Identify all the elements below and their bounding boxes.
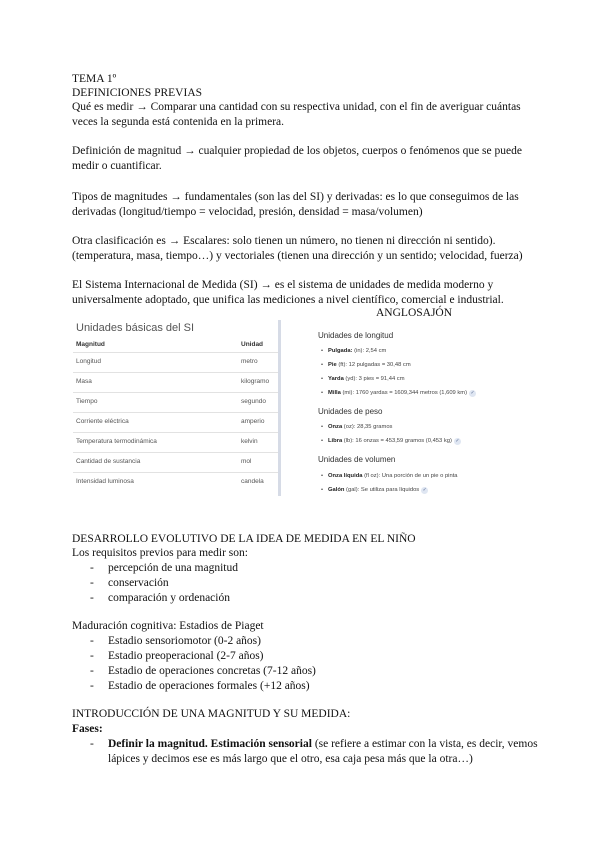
paragraph-magnitud: Definición de magnitud → cualquier propiedad de los objetos, cuerpos o fenómenos que se puede medir o cuantificar. [72, 145, 522, 172]
peso-title: Unidades de peso [318, 407, 383, 416]
list-item: conservación [108, 577, 169, 589]
table-side-bar [278, 320, 281, 496]
list-item: • Milla (mi): 1760 yardas = 1609,344 metros (1,609 km) ✓ [321, 390, 475, 396]
list-item: percepción de una magnitud [108, 562, 238, 574]
fases-label: Fases: [72, 723, 103, 735]
list-item: • Libra (lb): 16 onzas = 453,59 gramos (0,453 kg) ✓ [321, 438, 460, 444]
fase-1-line-1 [108, 737, 538, 751]
definiciones-heading: DEFINICIONES PREVIAS [72, 87, 203, 99]
fase-1-text: (se refiere a estimar con la vista, es decir, vemos [311, 738, 538, 750]
anglosajon-heading: ANGLOSAJÓN [376, 307, 453, 319]
table-row: Masa kilogramo [73, 372, 278, 393]
list-item: Estadio de operaciones formales (+12 años) [108, 680, 310, 692]
si-col-unidad: Unidad [241, 341, 264, 348]
table-row: Corriente eléctrica amperio [73, 412, 278, 433]
list-item: comparación y ordenación [108, 592, 230, 604]
list-item: • Pie (ft): 12 pulgadas = 30,48 cm [321, 362, 411, 368]
check-icon: ✓ [422, 487, 427, 493]
dash-marker: - [90, 592, 94, 604]
dash-marker: - [90, 577, 94, 589]
dash-marker: - [90, 635, 94, 647]
paragraph-medir: Qué es medir → Comparar una cantidad con su respectiva unidad, con el fin de averiguar cuántas veces la segunda está contenida en la primera. [72, 101, 521, 128]
dash-marker: - [90, 650, 94, 662]
list-item: • Onza líquida (fl oz): Una porción de un pie o pinta [321, 473, 458, 479]
list-item: Estadio preoperacional (2-7 años) [108, 650, 264, 662]
check-icon: ✓ [455, 438, 460, 444]
requisitos-intro: Los requisitos previos para medir son: [72, 547, 248, 559]
table-row: Intensidad luminosa candela [73, 472, 278, 493]
table-row: Longitud metro [73, 352, 278, 373]
list-item: • Pulgada: (in): 2,54 cm [321, 348, 387, 354]
si-table-title: Unidades básicas del SI [76, 322, 195, 334]
dash-marker: - [90, 680, 94, 692]
volumen-title: Unidades de volumen [318, 455, 396, 464]
desarrollo-heading: DESARROLLO EVOLUTIVO DE LA IDEA DE MEDIDA EN EL NIÑO [72, 533, 416, 545]
table-row: Cantidad de sustancia mol [73, 452, 278, 473]
list-item: • Onza (oz): 28,35 gramos [321, 424, 393, 430]
si-col-magnitud: Magnitud [76, 341, 105, 348]
list-item: Estadio de operaciones concretas (7-12 años) [108, 665, 316, 677]
list-item: • Yarda (yd): 3 pies = 91,44 cm [321, 376, 405, 382]
table-row: Tiempo segundo [73, 392, 278, 413]
paragraph-si: El Sistema Internacional de Medida (SI) → es el sistema de unidades de medida moderno y universalmente adoptado, que unifica las mediciones a nivel científico, comercial e industrial. [72, 279, 504, 306]
table-row: Temperatura termodinámica kelvin [73, 432, 278, 453]
list-item: Estadio sensoriomotor (0-2 años) [108, 635, 261, 647]
check-icon: ✓ [470, 390, 475, 396]
paragraph-tipos: Tipos de magnitudes → fundamentales (son las del SI) y derivadas: es lo que conseguimos de las derivadas (longitud/tiempo = velocidad, presión, densidad = masa/volumen) [72, 191, 519, 218]
maduracion-heading: Maduración cognitiva: Estadios de Piaget [72, 620, 264, 632]
si-units-table [73, 320, 283, 496]
list-item: • Galón (gal): Se utiliza para líquidos ✓ [321, 487, 427, 493]
paragraph-clasificacion: Otra clasificación es → Escalares: solo tienen un número, no tienen ni dirección ni sentido). (temperatura, masa, tiempo…) y vectoriales (tienen una dirección y un sentido; velocidad, fuerza) [72, 235, 523, 262]
tema-title: TEMA 1º [72, 73, 117, 85]
dash-marker: - [90, 738, 94, 750]
longitud-title: Unidades de longitud [318, 331, 394, 340]
fase-1-title: Definir la magnitud. Estimación sensorial [108, 738, 312, 750]
dash-marker: - [90, 665, 94, 677]
fase-1-line-2: lápices y decimos ese es más largo que el otro, esa caja pesa más que la otra…) [108, 753, 473, 765]
dash-marker: - [90, 562, 94, 574]
introduccion-heading: INTRODUCCIÓN DE UNA MAGNITUD Y SU MEDIDA: [72, 708, 351, 720]
